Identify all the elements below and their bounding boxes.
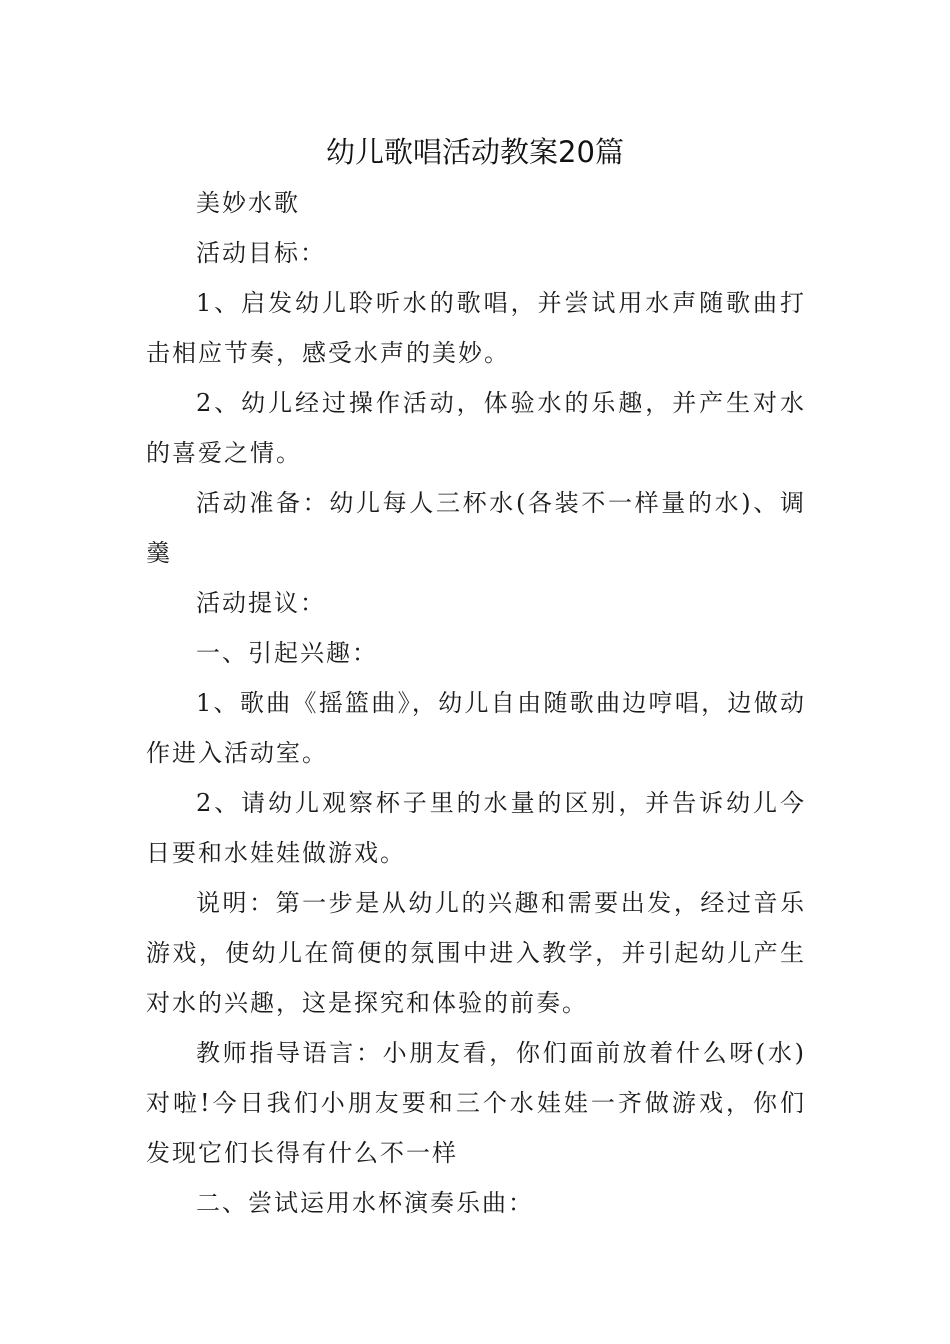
paragraph: 1、歌曲《摇篮曲》，幼儿自由随歌曲边哼唱，边做动作进入活动室。 [146, 689, 806, 767]
paragraph: 2、请幼儿观察杯子里的水量的区别，并告诉幼儿今日要和水娃娃做游戏。 [146, 789, 806, 867]
paragraph: 活动准备：幼儿每人三杯水(各装不一样量的水)、调羹 [146, 489, 806, 567]
paragraph: 二、尝试运用水杯演奏乐曲： [196, 1189, 534, 1217]
paragraph: 活动提议： [196, 589, 326, 617]
document-body [146, 178, 806, 1228]
paragraph: 2、幼儿经过操作活动，体验水的乐趣，并产生对水的喜爱之情。 [146, 389, 806, 467]
paragraph: 说明：第一步是从幼儿的兴趣和需要出发，经过音乐游戏，使幼儿在简便的氛围中进入教学，并引起幼儿产生对水的兴趣，这是探究和体验的前奏。 [146, 889, 806, 1017]
paragraph: 美妙水歌 [196, 189, 300, 217]
paragraph: 活动目标： [196, 239, 326, 267]
paragraph: 教师指导语言：小朋友看，你们面前放着什么呀(水)对啦!今日我们小朋友要和三个水娃娃一齐做游戏，你们发现它们长得有什么不一样 [146, 1039, 806, 1167]
paragraph: 1、启发幼儿聆听水的歌唱，并尝试用水声随歌曲打击相应节奏，感受水声的美妙。 [146, 289, 806, 367]
document-title: 幼儿歌唱活动教案20篇 [326, 135, 624, 169]
paragraph: 一、引起兴趣： [196, 639, 378, 667]
